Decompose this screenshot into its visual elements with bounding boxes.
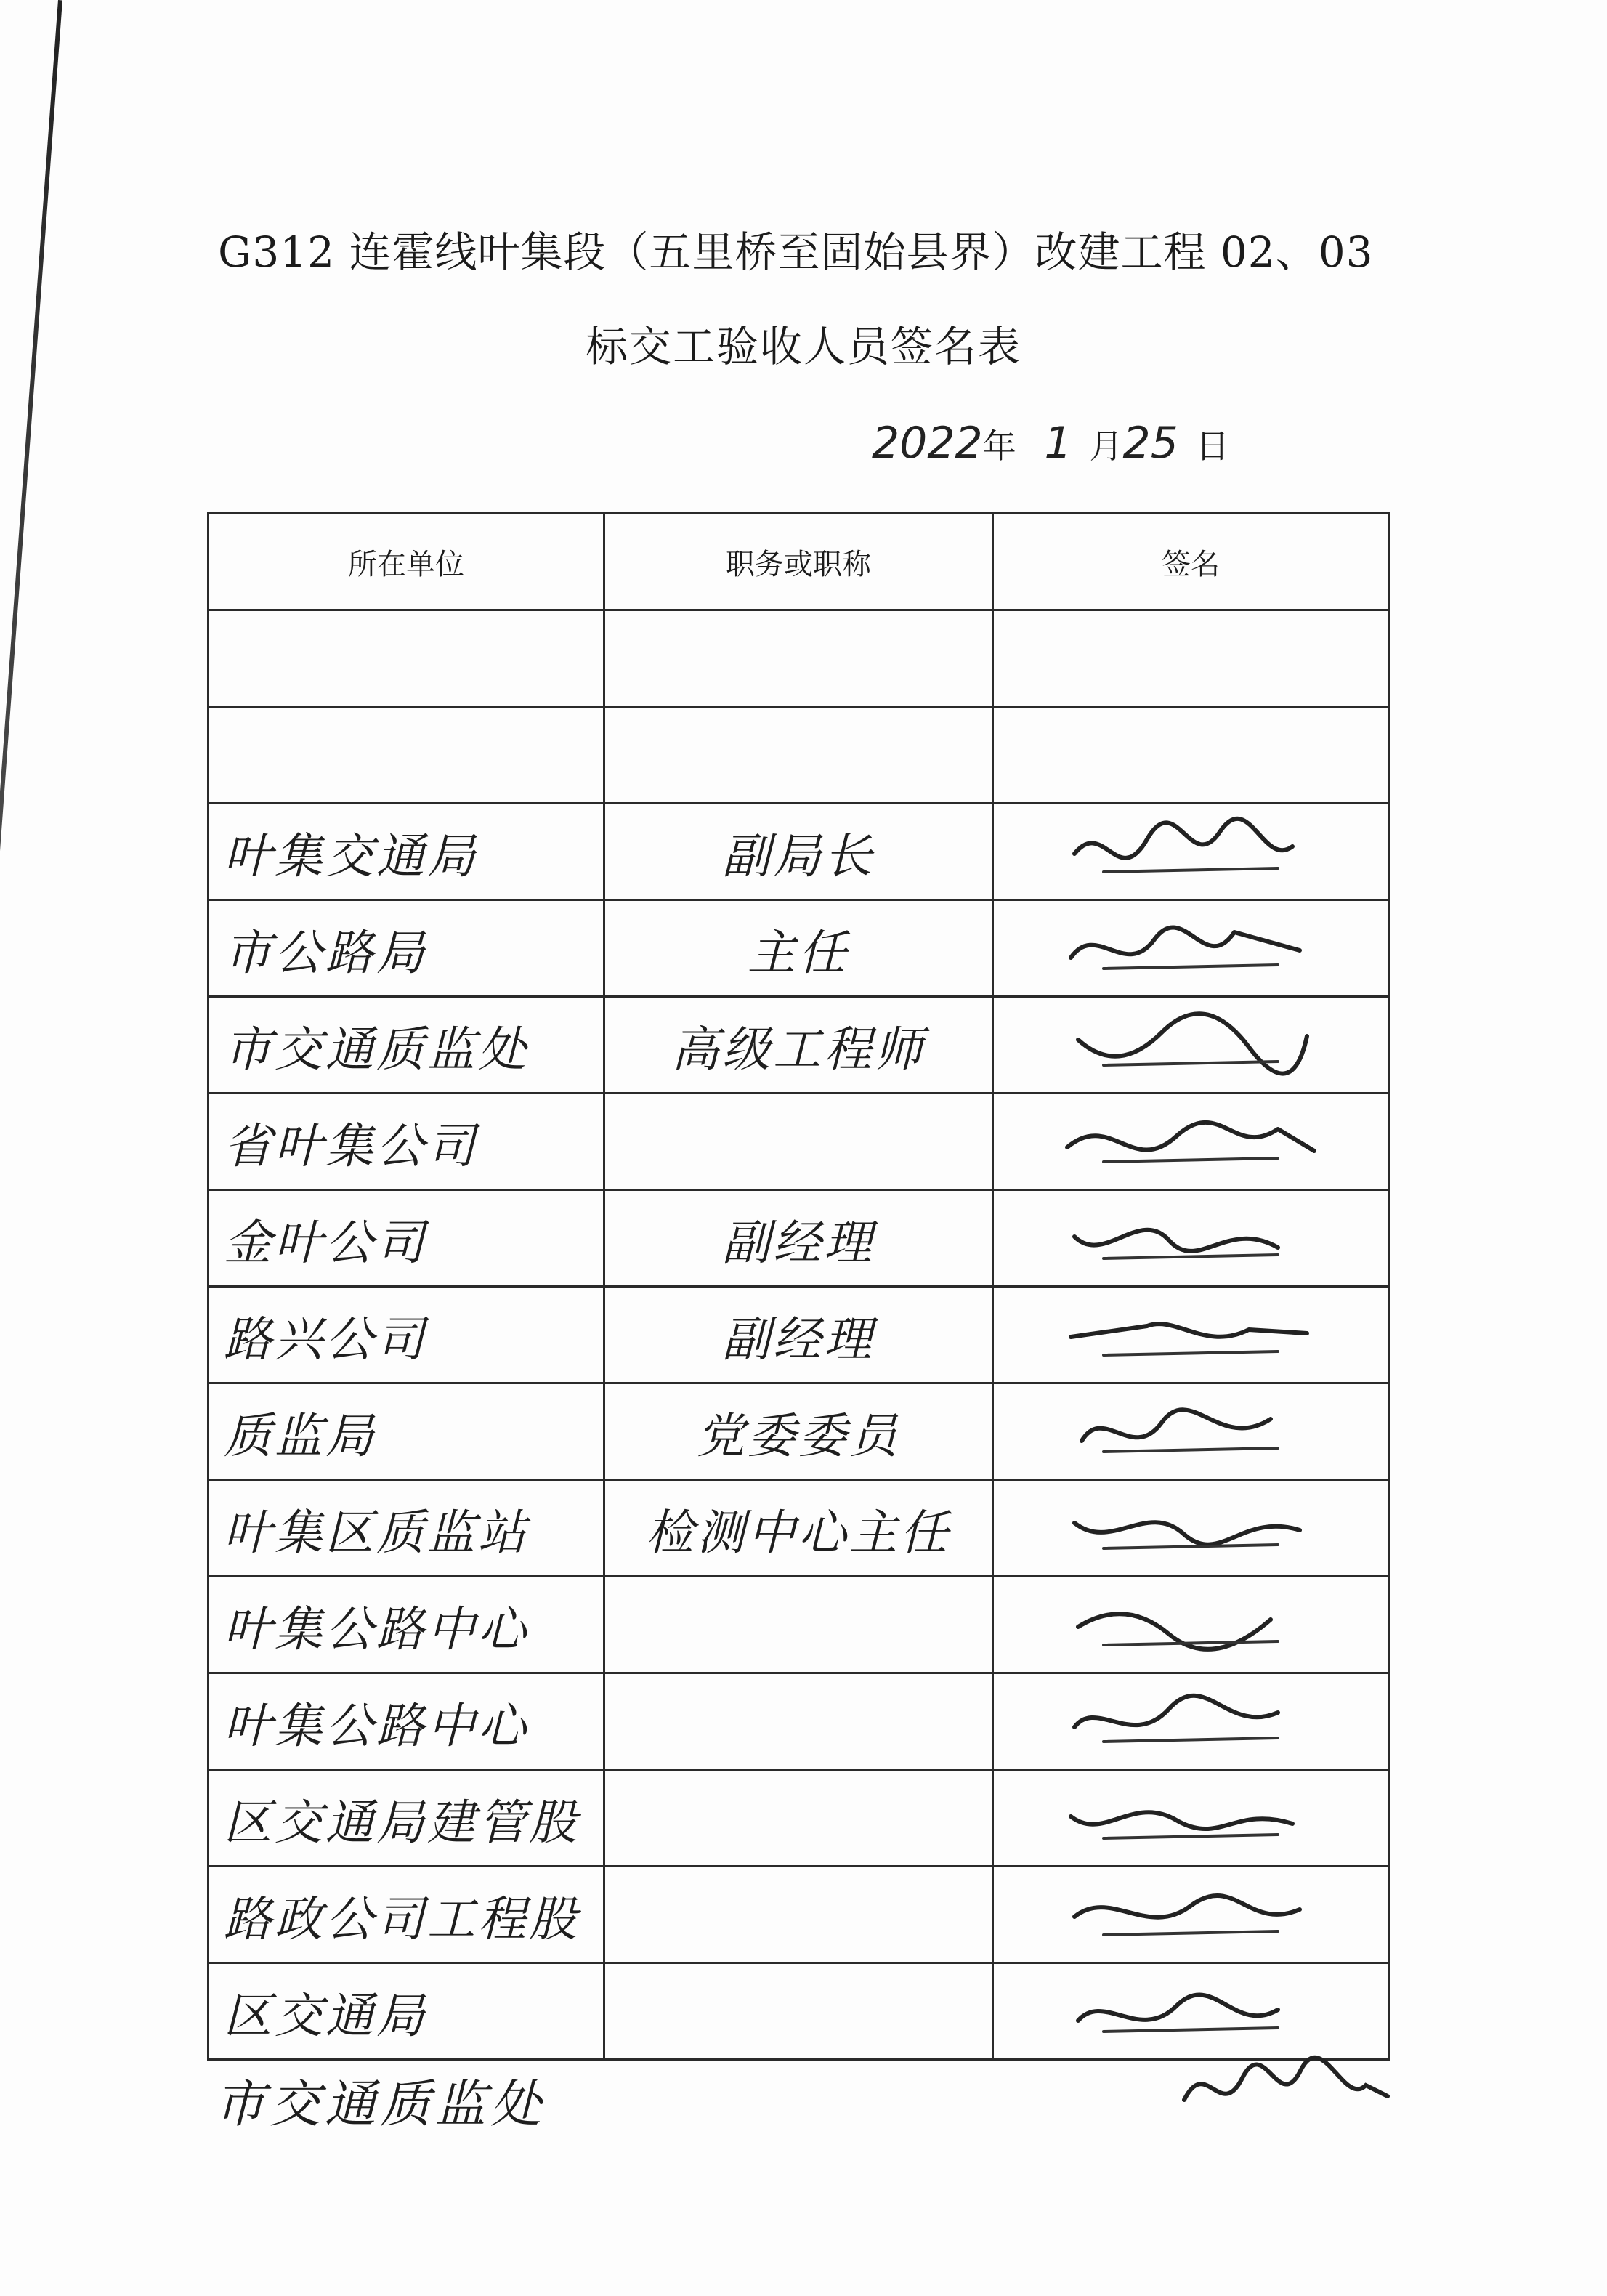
position-text: 副局长 (722, 828, 875, 884)
table-header-row (209, 514, 1389, 610)
table-row (209, 1190, 1389, 1287)
unit-cell (209, 1577, 604, 1673)
table-row (209, 707, 1389, 804)
handwritten-signature-icon (1060, 1293, 1321, 1373)
position-cell (604, 707, 993, 804)
table-row (209, 1287, 1389, 1383)
unit-cell (209, 900, 604, 997)
signature-cell (993, 610, 1389, 707)
position-text: 主任 (748, 924, 849, 981)
signature-table (207, 512, 1390, 2061)
table-row (209, 1770, 1389, 1867)
table-row (209, 610, 1389, 707)
position-text: 检测中心主任 (646, 1504, 951, 1561)
handwritten-signature-icon (1060, 1776, 1321, 1856)
signature-cell (993, 1867, 1389, 1963)
unit-cell (209, 707, 604, 804)
unit-cell (209, 1963, 604, 2060)
date-month-value: 1 (1044, 418, 1072, 469)
handwritten-signature-icon (1060, 810, 1321, 890)
unit-text: 金叶公司 (224, 1214, 427, 1271)
signature-cell (993, 900, 1389, 997)
table-row (209, 1577, 1389, 1673)
signature-cell (993, 1577, 1389, 1673)
signature-cell (993, 1383, 1389, 1480)
unit-cell (209, 1480, 604, 1577)
extra-signature (1177, 2042, 1395, 2139)
handwritten-signature-icon (1060, 1873, 1321, 1953)
handwritten-signature-icon (1060, 907, 1321, 987)
handwritten-signature-icon (1060, 1197, 1321, 1277)
document-title-line-2: 标交工验收人员签名表 (585, 322, 1021, 371)
date-year-label: 年 (982, 427, 1016, 466)
signature-cell (993, 997, 1389, 1094)
unit-text: 区交通局建管股 (224, 1794, 580, 1851)
position-cell (604, 1094, 993, 1190)
handwritten-signature-icon (1060, 1583, 1321, 1663)
position-cell (604, 1383, 993, 1480)
unit-text: 叶集区质监站 (224, 1504, 529, 1561)
table-row (209, 1867, 1389, 1963)
table-row (209, 997, 1389, 1094)
date-day-value: 25 (1122, 418, 1178, 469)
position-cell (604, 1963, 993, 2060)
signature-table-wrapper (207, 512, 1388, 2061)
position-cell (604, 1287, 993, 1383)
unit-cell (209, 804, 604, 900)
unit-text: 叶集交通局 (224, 828, 478, 884)
date-year-value: 2022 (872, 418, 983, 469)
position-cell (604, 610, 993, 707)
position-text: 党委委员 (697, 1407, 900, 1464)
column-header-unit: 所在单位 (209, 514, 604, 610)
table-row (209, 900, 1389, 997)
position-cell (604, 804, 993, 900)
position-cell (604, 1770, 993, 1867)
unit-cell (209, 1190, 604, 1287)
position-cell (604, 1673, 993, 1770)
handwritten-signature-icon (1060, 1970, 1321, 2050)
position-text: 副经理 (722, 1214, 875, 1271)
signature-cell (993, 1190, 1389, 1287)
position-cell (604, 1190, 993, 1287)
unit-cell (209, 1770, 604, 1867)
extra-unit-text: 市交通质监处 (214, 2074, 546, 2134)
signature-cell (993, 1094, 1389, 1190)
position-cell (604, 900, 993, 997)
position-cell (604, 997, 993, 1094)
handwritten-signature-icon (1177, 2042, 1395, 2136)
unit-text: 市公路局 (224, 924, 427, 981)
unit-text: 叶集公路中心 (224, 1697, 529, 1754)
signature-cell (993, 707, 1389, 804)
unit-text: 省叶集公司 (224, 1117, 478, 1174)
handwritten-signature-icon (1060, 1487, 1321, 1567)
unit-cell (209, 1383, 604, 1480)
unit-text: 叶集公路中心 (224, 1601, 529, 1657)
table-row (209, 1673, 1389, 1770)
position-cell (604, 1577, 993, 1673)
signature-cell (993, 804, 1389, 900)
signature-cell (993, 1673, 1389, 1770)
signature-cell (993, 1287, 1389, 1383)
unit-text: 路政公司工程股 (224, 1891, 580, 1947)
unit-cell (209, 1094, 604, 1190)
handwritten-signature-icon (1060, 1100, 1321, 1180)
position-text: 高级工程师 (671, 1021, 926, 1078)
unit-text: 区交通局 (224, 1987, 427, 2044)
table-row (209, 1383, 1389, 1480)
document-title-line-1: G312 连霍线叶集段（五里桥至固始县界）改建工程 02、03 (218, 227, 1374, 277)
page-edge-line (0, 0, 62, 1087)
table-row (209, 1094, 1389, 1190)
position-cell (604, 1867, 993, 1963)
signature-cell (993, 1480, 1389, 1577)
position-cell (604, 1480, 993, 1577)
position-text: 副经理 (722, 1311, 875, 1367)
handwritten-signature-icon (1060, 1003, 1321, 1083)
table-row (209, 1480, 1389, 1577)
unit-cell (209, 610, 604, 707)
signature-cell (993, 1770, 1389, 1867)
handwritten-signature-icon (1060, 1680, 1321, 1760)
unit-text: 市交通质监处 (224, 1021, 529, 1078)
unit-text: 质监局 (224, 1407, 376, 1464)
unit-cell (209, 1867, 604, 1963)
handwritten-signature-icon (1060, 1390, 1321, 1470)
column-header-position: 职务或职称 (604, 514, 993, 610)
date-line (872, 418, 1229, 476)
unit-text: 路兴公司 (224, 1311, 427, 1367)
date-day-label: 日 (1195, 427, 1229, 466)
unit-cell (209, 1673, 604, 1770)
unit-cell (209, 997, 604, 1094)
unit-cell (209, 1287, 604, 1383)
column-header-signature: 签名 (993, 514, 1389, 610)
table-row (209, 804, 1389, 900)
date-month-label: 月 (1089, 427, 1123, 466)
